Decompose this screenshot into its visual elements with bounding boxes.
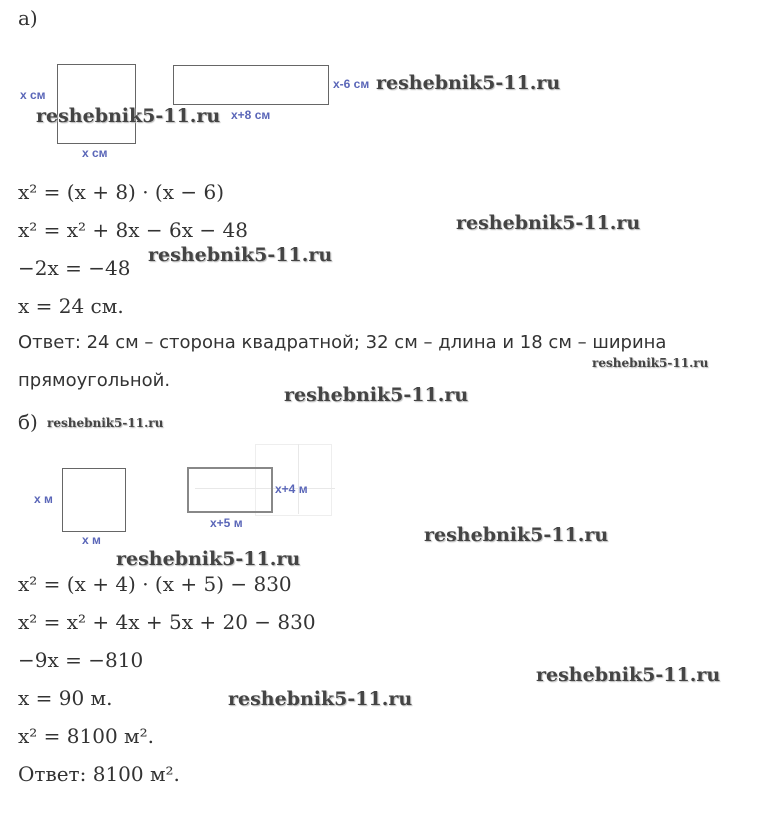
watermark: reshebnik5-11.ru — [424, 524, 609, 546]
rectangle-figure-b — [187, 467, 273, 513]
watermark: reshebnik5-11.ru — [36, 105, 221, 127]
equation-a-2: x² = x² + 8x − 6x − 48 — [18, 218, 248, 242]
square-figure-a — [57, 64, 136, 144]
answer-a-line1: Ответ: 24 см – сторона квадратной; 32 см – длина и 18 см – ширина — [18, 332, 667, 353]
square-side-bottom-label-a: x см — [82, 146, 108, 160]
equation-b-2: x² = x² + 4x + 5x + 20 − 830 — [18, 610, 316, 634]
rectangle-figure-a — [173, 65, 329, 105]
rectangle-side-bottom-label-b: x+5 м — [210, 516, 243, 530]
watermark: reshebnik5-11.ru — [47, 416, 164, 430]
equation-a-4: x = 24 см. — [18, 294, 124, 318]
rectangle-side-right-label-a: x-6 см — [333, 77, 370, 91]
equation-a-1: x² = (x + 8) · (x − 6) — [18, 180, 225, 204]
equation-b-5: x² = 8100 м². — [18, 724, 154, 748]
square-side-left-label-a: x см — [20, 88, 46, 102]
watermark: reshebnik5-11.ru — [284, 384, 469, 406]
equation-a-3: −2x = −48 — [18, 256, 131, 280]
square-figure-b — [62, 468, 126, 532]
watermark: reshebnik5-11.ru — [536, 664, 721, 686]
equation-b-3: −9x = −810 — [18, 648, 144, 672]
grid-background — [298, 444, 300, 514]
rectangle-side-bottom-label-a: x+8 см — [231, 108, 271, 122]
equation-b-4: x = 90 м. — [18, 686, 113, 710]
square-side-left-label-b: x м — [34, 492, 53, 506]
watermark: reshebnik5-11.ru — [592, 356, 709, 370]
square-side-bottom-label-b: x м — [82, 533, 101, 547]
part-a-label: а) — [18, 6, 38, 30]
part-b-label: б) — [18, 410, 38, 434]
answer-a-line2: прямоугольной. — [18, 370, 171, 391]
watermark: reshebnik5-11.ru — [148, 244, 333, 266]
watermark: reshebnik5-11.ru — [228, 688, 413, 710]
equation-b-1: x² = (x + 4) · (x + 5) − 830 — [18, 572, 292, 596]
answer-b: Ответ: 8100 м². — [18, 762, 180, 786]
watermark: reshebnik5-11.ru — [116, 548, 301, 570]
rectangle-side-right-label-b: x+4 м — [275, 482, 308, 496]
watermark: reshebnik5-11.ru — [456, 212, 641, 234]
watermark: reshebnik5-11.ru — [376, 72, 561, 94]
